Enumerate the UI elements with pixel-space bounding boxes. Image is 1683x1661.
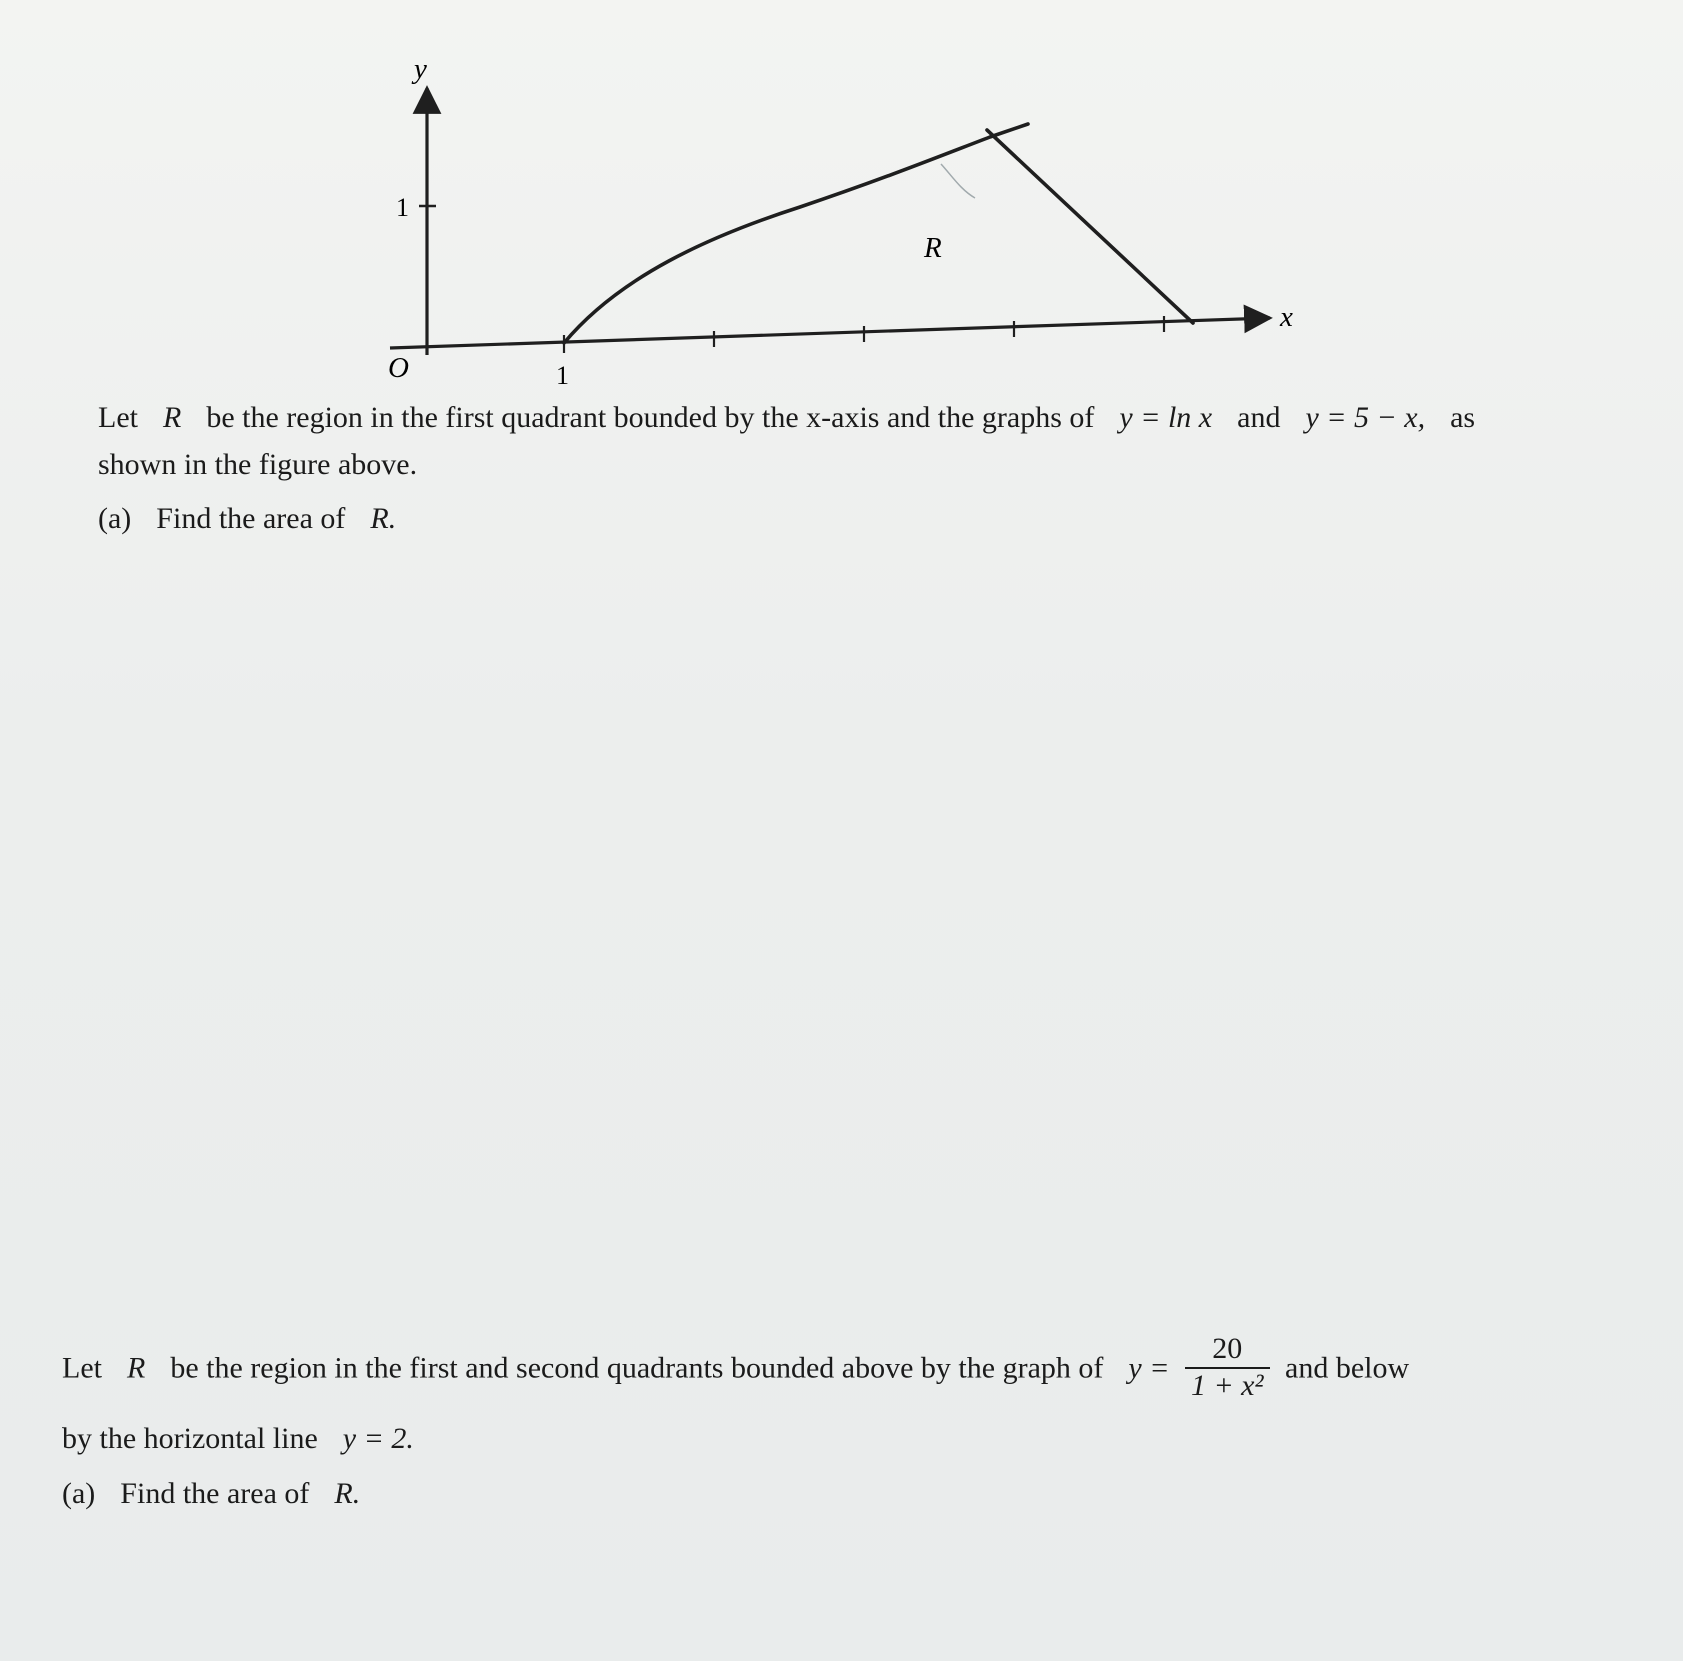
problem-2-line-1: [62, 1332, 1672, 1406]
problem-2-tail: and below: [1285, 1351, 1410, 1385]
problem-1-intro-start: Let: [98, 401, 138, 434]
intersection-pencil-mark: [941, 164, 975, 198]
problem-2-fraction-numerator: 20: [1185, 1332, 1270, 1369]
problem-1-intro-text: be the region in the first quadrant bounded by the x-axis and the graphs of: [206, 401, 1095, 434]
problem-1: [98, 395, 1658, 543]
problem-2-fraction: [1185, 1332, 1270, 1403]
problem-1-line-1: [98, 395, 1658, 442]
problem-2-line-2-text: by the horizontal line: [62, 1422, 318, 1455]
origin-label: O: [388, 352, 409, 384]
problem-2-part-a-label: (a): [62, 1476, 96, 1510]
problem-2-equation-lhs: y =: [1128, 1351, 1170, 1385]
problem-1-line-2: shown in the figure above.: [98, 447, 418, 481]
ln-x-curve: [564, 124, 1028, 343]
problem-1-part-a-var: R.: [370, 502, 397, 535]
problem-2-intro-start: Let: [62, 1351, 102, 1385]
region-figure: [380, 50, 1340, 390]
problem-1-conjunction: and: [1237, 401, 1281, 434]
problem-2-part-a: [62, 1471, 1672, 1518]
problem-1-part-a-label: (a): [98, 502, 132, 535]
problem-2-intro-text: be the region in the first and second quadrants bounded above by the graph of: [170, 1351, 1104, 1385]
problem-2-part-a-var: R.: [334, 1476, 361, 1510]
problem-1-region-var: R: [162, 401, 182, 434]
five-minus-x-line: [987, 130, 1193, 323]
problem-2-part-a-text: Find the area of: [120, 1476, 310, 1510]
graph-svg: [380, 50, 1340, 390]
y-axis-label: y: [414, 53, 427, 85]
problem-1-part-a-text: Find the area of: [156, 502, 346, 535]
problem-1-equation-1: y = ln x: [1119, 401, 1213, 434]
x-axis: [390, 318, 1270, 348]
problem-1-part-a: [98, 496, 1658, 543]
y-tick-label: 1: [396, 193, 409, 222]
x-axis-label: x: [1280, 301, 1293, 333]
problem-2-line-2: [62, 1416, 1672, 1463]
problem-1-equation-2: y = 5 − x,: [1305, 401, 1426, 434]
problem-2-fraction-denominator: 1 + x²: [1190, 1368, 1264, 1402]
problem-2-region-var: R: [126, 1351, 146, 1385]
problem-2: [62, 1332, 1672, 1517]
region-label: R: [924, 232, 942, 264]
problem-2-line-2-equation: y = 2.: [342, 1422, 414, 1455]
problem-1-tail: as: [1450, 401, 1476, 434]
x-tick-label: 1: [556, 361, 569, 390]
